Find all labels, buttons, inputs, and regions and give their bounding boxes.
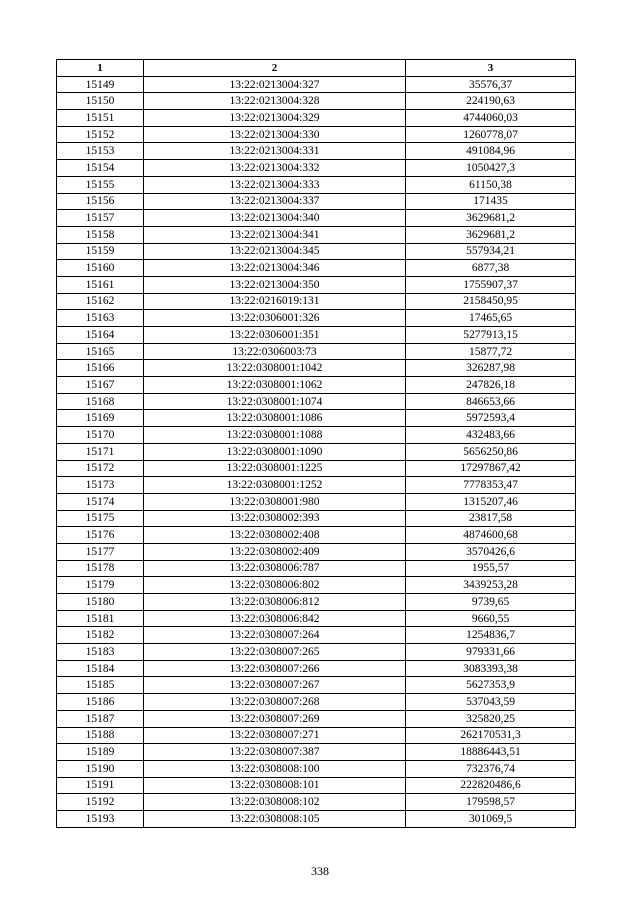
value-cell: 5627353,9 bbox=[406, 677, 576, 694]
table-row bbox=[57, 744, 576, 761]
row-number-cell: 15178 bbox=[57, 560, 144, 577]
row-number-cell: 15192 bbox=[57, 794, 144, 811]
table-row bbox=[57, 727, 576, 744]
row-number-cell: 15181 bbox=[57, 610, 144, 627]
table-row bbox=[57, 493, 576, 510]
value-cell: 171435 bbox=[406, 193, 576, 210]
table-row bbox=[57, 310, 576, 327]
cadastral-number-cell: 13:22:0308001:1252 bbox=[144, 477, 406, 494]
table-row bbox=[57, 276, 576, 293]
cadastral-number-cell: 13:22:0308002:393 bbox=[144, 510, 406, 527]
cadastral-number-cell: 13:22:0213004:346 bbox=[144, 260, 406, 277]
row-number-cell: 15186 bbox=[57, 694, 144, 711]
value-cell: 557934,21 bbox=[406, 243, 576, 260]
row-number-cell: 15159 bbox=[57, 243, 144, 260]
row-number-cell: 15164 bbox=[57, 327, 144, 344]
value-cell: 3629681,2 bbox=[406, 226, 576, 243]
row-number-cell: 15185 bbox=[57, 677, 144, 694]
table-row bbox=[57, 193, 576, 210]
cadastral-number-cell: 13:22:0213004:350 bbox=[144, 276, 406, 293]
cadastral-number-cell: 13:22:0213004:331 bbox=[144, 143, 406, 160]
row-number-cell: 15189 bbox=[57, 744, 144, 761]
row-number-cell: 15170 bbox=[57, 427, 144, 444]
cadastral-number-cell: 13:22:0306001:326 bbox=[144, 310, 406, 327]
value-cell: 262170531,3 bbox=[406, 727, 576, 744]
value-cell: 325820,25 bbox=[406, 710, 576, 727]
row-number-cell: 15188 bbox=[57, 727, 144, 744]
row-number-cell: 15163 bbox=[57, 310, 144, 327]
value-cell: 5656250,86 bbox=[406, 443, 576, 460]
table-row bbox=[57, 577, 576, 594]
cadastral-number-cell: 13:22:0306003:73 bbox=[144, 343, 406, 360]
cadastral-number-cell: 13:22:0308007:271 bbox=[144, 727, 406, 744]
value-cell: 222820486,6 bbox=[406, 777, 576, 794]
table-row bbox=[57, 594, 576, 611]
row-number-cell: 15149 bbox=[57, 76, 144, 93]
row-number-cell: 15158 bbox=[57, 226, 144, 243]
table-row bbox=[57, 777, 576, 794]
row-number-cell: 15165 bbox=[57, 343, 144, 360]
row-number-cell: 15167 bbox=[57, 377, 144, 394]
row-number-cell: 15151 bbox=[57, 110, 144, 127]
value-cell: 23817,58 bbox=[406, 510, 576, 527]
value-cell: 4874600,68 bbox=[406, 527, 576, 544]
cadastral-number-cell: 13:22:0213004:330 bbox=[144, 126, 406, 143]
value-cell: 979331,66 bbox=[406, 644, 576, 661]
table-row bbox=[57, 794, 576, 811]
value-cell: 5277913,15 bbox=[406, 327, 576, 344]
table-row bbox=[57, 143, 576, 160]
table-row bbox=[57, 126, 576, 143]
table-row bbox=[57, 810, 576, 827]
value-cell: 17465,65 bbox=[406, 310, 576, 327]
table-row bbox=[57, 644, 576, 661]
cadastral-number-cell: 13:22:0308001:1074 bbox=[144, 393, 406, 410]
value-cell: 1254836,7 bbox=[406, 627, 576, 644]
value-cell: 1315207,46 bbox=[406, 493, 576, 510]
cadastral-number-cell: 13:22:0308001:1086 bbox=[144, 410, 406, 427]
row-number-cell: 15182 bbox=[57, 627, 144, 644]
cadastral-number-cell: 13:22:0213004:341 bbox=[144, 226, 406, 243]
table-row bbox=[57, 393, 576, 410]
cadastral-number-cell: 13:22:0308001:1088 bbox=[144, 427, 406, 444]
table-row bbox=[57, 76, 576, 93]
value-cell: 15877,72 bbox=[406, 343, 576, 360]
data-table bbox=[56, 59, 576, 828]
cadastral-number-cell: 13:22:0308007:265 bbox=[144, 644, 406, 661]
row-number-cell: 15154 bbox=[57, 160, 144, 177]
row-number-cell: 15153 bbox=[57, 143, 144, 160]
cadastral-number-cell: 13:22:0308007:387 bbox=[144, 744, 406, 761]
value-cell: 3629681,2 bbox=[406, 210, 576, 227]
cadastral-number-cell: 13:22:0308006:787 bbox=[144, 560, 406, 577]
table-row bbox=[57, 694, 576, 711]
value-cell: 491084,96 bbox=[406, 143, 576, 160]
row-number-cell: 15179 bbox=[57, 577, 144, 594]
table-row bbox=[57, 410, 576, 427]
cadastral-number-cell: 13:22:0213004:328 bbox=[144, 93, 406, 110]
table-row bbox=[57, 327, 576, 344]
value-cell: 7778353,47 bbox=[406, 477, 576, 494]
table-row bbox=[57, 543, 576, 560]
value-cell: 9739,65 bbox=[406, 594, 576, 611]
table-row bbox=[57, 110, 576, 127]
cadastral-number-cell: 13:22:0308007:268 bbox=[144, 694, 406, 711]
row-number-cell: 15175 bbox=[57, 510, 144, 527]
table-row bbox=[57, 377, 576, 394]
cadastral-number-cell: 13:22:0213004:340 bbox=[144, 210, 406, 227]
table-row bbox=[57, 477, 576, 494]
cadastral-number-cell: 13:22:0308006:802 bbox=[144, 577, 406, 594]
cadastral-number-cell: 13:22:0213004:337 bbox=[144, 193, 406, 210]
row-number-cell: 15156 bbox=[57, 193, 144, 210]
row-number-cell: 15150 bbox=[57, 93, 144, 110]
value-cell: 432483,66 bbox=[406, 427, 576, 444]
cadastral-number-cell: 13:22:0213004:332 bbox=[144, 160, 406, 177]
row-number-cell: 15157 bbox=[57, 210, 144, 227]
row-number-cell: 15193 bbox=[57, 810, 144, 827]
table-row bbox=[57, 226, 576, 243]
value-cell: 35576,37 bbox=[406, 76, 576, 93]
table-row bbox=[57, 610, 576, 627]
cadastral-number-cell: 13:22:0213004:327 bbox=[144, 76, 406, 93]
cadastral-number-cell: 13:22:0308001:1042 bbox=[144, 360, 406, 377]
table-row bbox=[57, 93, 576, 110]
value-cell: 3570426,6 bbox=[406, 543, 576, 560]
row-number-cell: 15162 bbox=[57, 293, 144, 310]
column-header-1: 1 bbox=[57, 60, 144, 77]
cadastral-number-cell: 13:22:0308007:266 bbox=[144, 660, 406, 677]
table-row bbox=[57, 660, 576, 677]
value-cell: 732376,74 bbox=[406, 760, 576, 777]
table-row bbox=[57, 560, 576, 577]
cadastral-number-cell: 13:22:0308007:267 bbox=[144, 677, 406, 694]
value-cell: 247826,18 bbox=[406, 377, 576, 394]
value-cell: 6877,38 bbox=[406, 260, 576, 277]
row-number-cell: 15174 bbox=[57, 493, 144, 510]
table-row bbox=[57, 527, 576, 544]
row-number-cell: 15177 bbox=[57, 543, 144, 560]
row-number-cell: 15176 bbox=[57, 527, 144, 544]
column-header-3: 3 bbox=[406, 60, 576, 77]
cadastral-number-cell: 13:22:0308008:105 bbox=[144, 810, 406, 827]
value-cell: 5972593,4 bbox=[406, 410, 576, 427]
value-cell: 224190,63 bbox=[406, 93, 576, 110]
value-cell: 3083393,38 bbox=[406, 660, 576, 677]
cadastral-number-cell: 13:22:0308007:264 bbox=[144, 627, 406, 644]
value-cell: 1755907,37 bbox=[406, 276, 576, 293]
row-number-cell: 15166 bbox=[57, 360, 144, 377]
cadastral-number-cell: 13:22:0216019:131 bbox=[144, 293, 406, 310]
cadastral-number-cell: 13:22:0308008:102 bbox=[144, 794, 406, 811]
cadastral-number-cell: 13:22:0308001:1090 bbox=[144, 443, 406, 460]
cadastral-number-cell: 13:22:0308001:1225 bbox=[144, 460, 406, 477]
value-cell: 17297867,42 bbox=[406, 460, 576, 477]
row-number-cell: 15152 bbox=[57, 126, 144, 143]
row-number-cell: 15169 bbox=[57, 410, 144, 427]
cadastral-number-cell: 13:22:0308001:1062 bbox=[144, 377, 406, 394]
row-number-cell: 15168 bbox=[57, 393, 144, 410]
table-row bbox=[57, 360, 576, 377]
row-number-cell: 15160 bbox=[57, 260, 144, 277]
value-cell: 9660,55 bbox=[406, 610, 576, 627]
cadastral-number-cell: 13:22:0308006:812 bbox=[144, 594, 406, 611]
cadastral-number-cell: 13:22:0308008:101 bbox=[144, 777, 406, 794]
value-cell: 1260778,07 bbox=[406, 126, 576, 143]
value-cell: 2158450,95 bbox=[406, 293, 576, 310]
table-row bbox=[57, 460, 576, 477]
row-number-cell: 15190 bbox=[57, 760, 144, 777]
table-row bbox=[57, 293, 576, 310]
row-number-cell: 15187 bbox=[57, 710, 144, 727]
table-row bbox=[57, 160, 576, 177]
table-row bbox=[57, 443, 576, 460]
table-row bbox=[57, 260, 576, 277]
cadastral-number-cell: 13:22:0213004:345 bbox=[144, 243, 406, 260]
value-cell: 1050427,3 bbox=[406, 160, 576, 177]
table-row bbox=[57, 760, 576, 777]
cadastral-number-cell: 13:22:0308002:409 bbox=[144, 543, 406, 560]
table-header-row bbox=[57, 60, 576, 77]
cadastral-number-cell: 13:22:0308002:408 bbox=[144, 527, 406, 544]
cadastral-number-cell: 13:22:0306001:351 bbox=[144, 327, 406, 344]
value-cell: 18886443,51 bbox=[406, 744, 576, 761]
table-body bbox=[57, 76, 576, 827]
row-number-cell: 15173 bbox=[57, 477, 144, 494]
row-number-cell: 15172 bbox=[57, 460, 144, 477]
value-cell: 537043,59 bbox=[406, 694, 576, 711]
row-number-cell: 15183 bbox=[57, 644, 144, 661]
table-row bbox=[57, 710, 576, 727]
table-row bbox=[57, 427, 576, 444]
table-row bbox=[57, 677, 576, 694]
cadastral-number-cell: 13:22:0308008:100 bbox=[144, 760, 406, 777]
page-number: 338 bbox=[311, 864, 329, 878]
table-row bbox=[57, 176, 576, 193]
row-number-cell: 15180 bbox=[57, 594, 144, 611]
table-row bbox=[57, 343, 576, 360]
cadastral-number-cell: 13:22:0213004:329 bbox=[144, 110, 406, 127]
value-cell: 326287,98 bbox=[406, 360, 576, 377]
cadastral-number-cell: 13:22:0213004:333 bbox=[144, 176, 406, 193]
value-cell: 179598,57 bbox=[406, 794, 576, 811]
cadastral-number-cell: 13:22:0308001:980 bbox=[144, 493, 406, 510]
row-number-cell: 15161 bbox=[57, 276, 144, 293]
table-row bbox=[57, 627, 576, 644]
row-number-cell: 15191 bbox=[57, 777, 144, 794]
value-cell: 4744060,03 bbox=[406, 110, 576, 127]
table-row bbox=[57, 510, 576, 527]
cadastral-number-cell: 13:22:0308007:269 bbox=[144, 710, 406, 727]
value-cell: 301069,5 bbox=[406, 810, 576, 827]
value-cell: 846653,66 bbox=[406, 393, 576, 410]
row-number-cell: 15184 bbox=[57, 660, 144, 677]
column-header-2: 2 bbox=[144, 60, 406, 77]
value-cell: 61150,38 bbox=[406, 176, 576, 193]
value-cell: 3439253,28 bbox=[406, 577, 576, 594]
row-number-cell: 15155 bbox=[57, 176, 144, 193]
row-number-cell: 15171 bbox=[57, 443, 144, 460]
value-cell: 1955,57 bbox=[406, 560, 576, 577]
table-row bbox=[57, 243, 576, 260]
cadastral-number-cell: 13:22:0308006:842 bbox=[144, 610, 406, 627]
table-row bbox=[57, 210, 576, 227]
